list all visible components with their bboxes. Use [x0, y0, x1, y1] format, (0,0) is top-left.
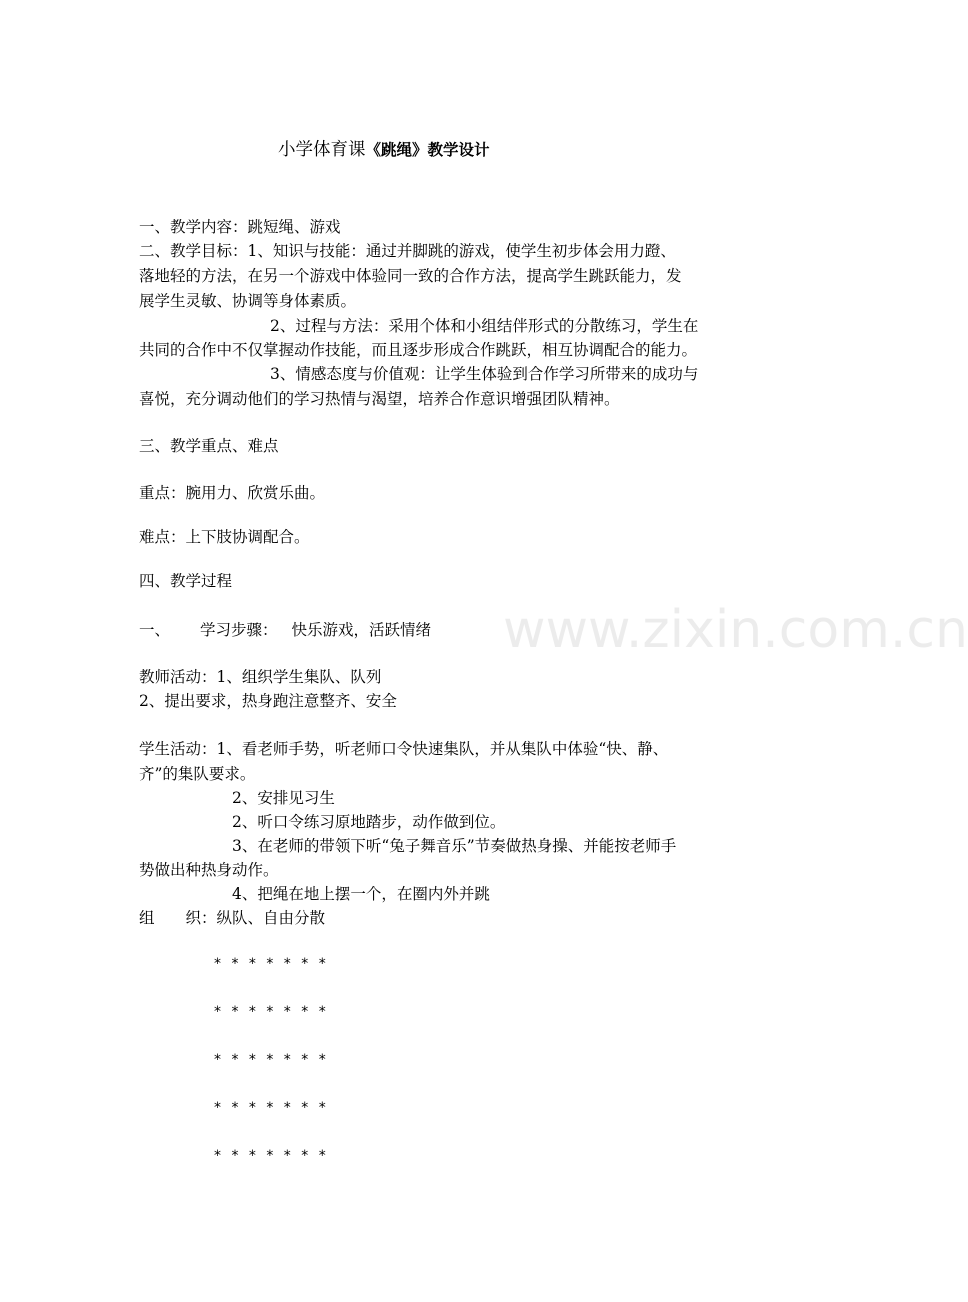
organization-text: 纵队、自由分散: [216, 909, 326, 927]
student-item-3-line1: 3、在老师的带领下听“兔子舞音乐”节奏做热身操、并能按老师手: [232, 837, 677, 855]
student-activity-line2: 齐”的集队要求。: [139, 765, 256, 783]
watermark: www.zixin.com.cn: [503, 600, 968, 660]
goal1-line1: 二、教学目标：1、知识与技能：通过并脚跳的游戏，使学生初步体会用力蹬、: [139, 242, 676, 260]
title-prefix: 小学体育课: [278, 140, 366, 160]
step-number: 一、: [139, 621, 171, 639]
section-teaching-content: 一、教学内容：跳短绳、游戏: [139, 218, 341, 236]
key-point: 重点：腕用力、欣赏乐曲。: [139, 484, 326, 502]
formation-row: * * * * * * *: [214, 1100, 329, 1116]
formation-row: * * * * * * *: [214, 1004, 329, 1020]
step-label: 学习步骤：: [200, 621, 278, 639]
title-bold: 《跳绳》教学设计: [365, 140, 490, 159]
student-activity-line1: 学生活动：1、看老师手势，听老师口令快速集队，并从集队中体验“快、静、: [139, 740, 669, 758]
section-key-difficult: 三、教学重点、难点: [139, 437, 279, 455]
organization-line: [139, 908, 325, 928]
formation-row: * * * * * * *: [214, 1052, 329, 1068]
step-text: 快乐游戏，活跃情绪: [291, 621, 432, 639]
goal1-line3: 展学生灵敏、协调等身体素质。: [139, 292, 357, 310]
step-heading: [139, 620, 431, 640]
student-item-3-line2: 势做出种热身动作。: [139, 861, 279, 879]
goal3-line1: 3、情感态度与价值观：让学生体验到合作学习所带来的成功与: [270, 365, 699, 383]
formation-row: * * * * * * *: [214, 956, 329, 972]
student-item-4: 4、把绳在地上摆一个，在圈内外并跳: [232, 885, 490, 903]
goal2-line1: 2、过程与方法：采用个体和小组结伴形式的分散练习，学生在: [270, 317, 699, 335]
formation-row: * * * * * * *: [214, 1148, 329, 1164]
section-teaching-process: 四、教学过程: [139, 572, 233, 590]
student-item-2b: 2、听口令练习原地踏步，动作做到位。: [232, 813, 506, 831]
organization-label: 组 织：: [139, 909, 217, 927]
difficult-point: 难点：上下肢协调配合。: [139, 528, 310, 546]
goal2-line2: 共同的合作中不仅掌握动作技能，而且逐步形成合作跳跃，相互协调配合的能力。: [139, 341, 698, 359]
goal1-line2: 落地轻的方法，在另一个游戏中体验同一致的合作方法，提高学生跳跃能力，发: [139, 267, 682, 285]
document-title: [278, 136, 490, 161]
student-item-2a: 2、安排见习生: [232, 789, 335, 807]
teacher-activity-line1: 教师活动：1、组织学生集队、队列: [139, 668, 382, 686]
goal3-line2: 喜悦，充分调动他们的学习热情与渴望，培养合作意识增强团队精神。: [139, 390, 620, 408]
teacher-activity-line2: 2、提出要求，热身跑注意整齐、安全: [139, 692, 397, 710]
